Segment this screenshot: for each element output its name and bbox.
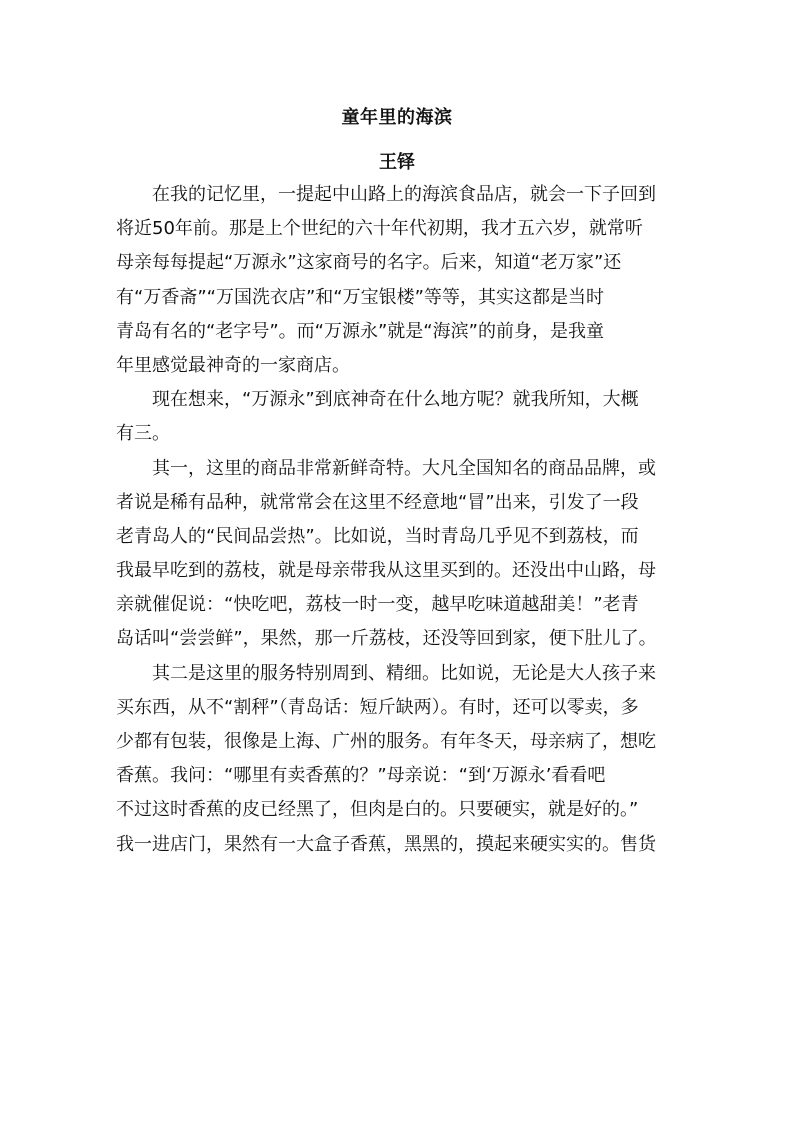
paragraph-line: 其二是这里的服务特别周到、精细。比如说，无论是大人孩子来 (152, 662, 656, 684)
paragraph-line: 买东西，从不“割秤”（青岛话：短斤缺两）。有时，还可以零卖，多 (116, 696, 639, 718)
paragraph-line: 有“万香斋”“万国洗衣店”和“万宝银楼”等等，其实这都是当时 (116, 286, 604, 308)
paragraph-line: 将近50年前。那是上个世纪的六十年代初期，我才五六岁，就常听 (116, 218, 643, 240)
paragraph-3 (116, 452, 676, 657)
paragraph-2 (116, 383, 676, 451)
paragraph-line: 者说是稀有品种，就常常会在这里不经意地“冒”出来，引发了一段 (116, 491, 639, 513)
paragraph-line: 不过这时香蕉的皮已经黑了，但肉是白的。只要硬实，就是好的。” (116, 799, 639, 821)
document-title: 童年里的海滨 (341, 107, 453, 128)
paragraph-line: 有三。 (116, 423, 170, 445)
paragraph-line: 母亲每每提起“万源永”这家商号的名字。后来，知道“老万家”还 (116, 252, 622, 274)
paragraph-line: 岛话叫“尝尝鲜”，果然，那一斤荔枝，还没等回到家，便下肚儿了。 (116, 628, 657, 650)
paragraph-line: 少都有包装，很像是上海、广州的服务。有年冬天，母亲病了，想吃 (116, 731, 656, 752)
paragraph-line: 年里感觉最神奇的一家商店。 (116, 354, 350, 376)
paragraph-line: 老青岛人的“民间品尝热”。比如说，当时青岛几乎见不到荔枝，而 (116, 525, 639, 547)
paragraph-line: 现在想来，“万源永”到底神奇在什么地方呢？就我所知，大概 (152, 389, 639, 411)
paragraph-line: 香蕉。我问：“哪里有卖香蕉的？”母亲说：“到‘万源永’看看吧 (116, 765, 606, 787)
paragraph-1 (116, 178, 676, 383)
paragraph-line: 其一，这里的商品非常新鲜奇特。大凡全国知名的商品品牌，或 (152, 457, 656, 479)
paragraph-line: 亲就催促说：“快吃吧，荔枝一时一变，越早吃味道越甜美！”老青 (116, 594, 639, 616)
paragraph-line: 我一进店门，果然有一大盒子香蕉，黑黑的，摸起来硬实实的。售货 (116, 833, 656, 855)
document-body (116, 178, 676, 862)
paragraph-4 (116, 657, 676, 862)
document-author: 王铎 (379, 152, 415, 173)
paragraph-line: 我最早吃到的荔枝，就是母亲带我从这里买到的。还没出中山路，母 (116, 560, 656, 582)
paragraph-line: 在我的记忆里，一提起中山路上的海滨食品店，就会一下子回到 (152, 184, 656, 205)
paragraph-line: 青岛有名的“老字号”。而“万源永”就是“海滨”的前身，是我童 (116, 320, 604, 342)
